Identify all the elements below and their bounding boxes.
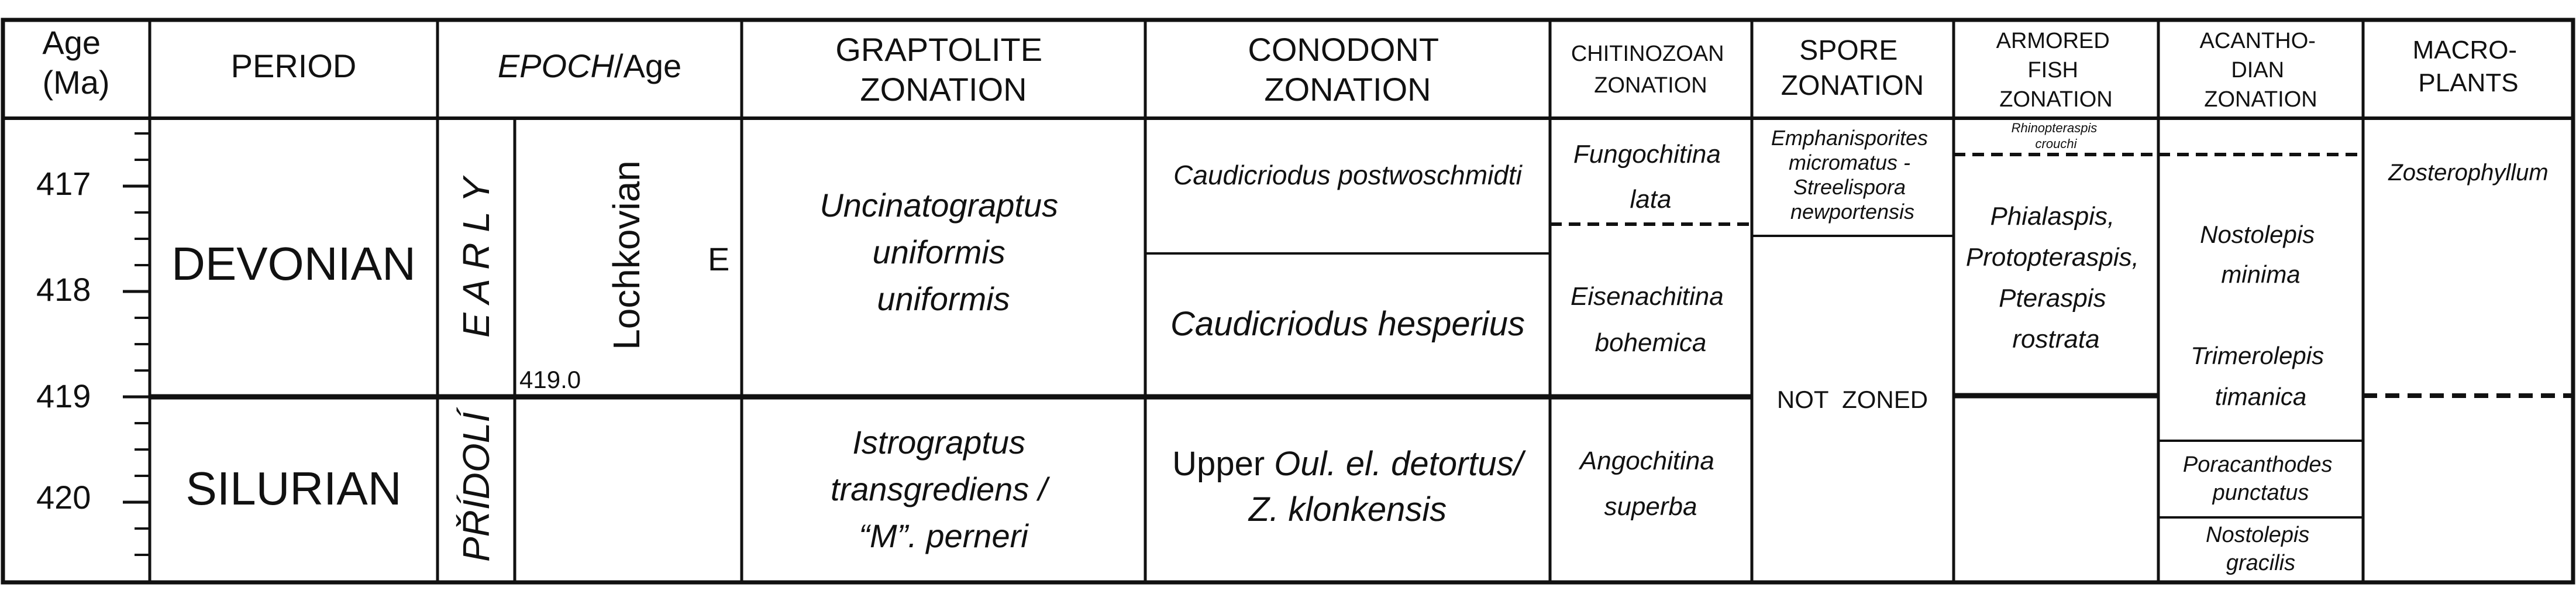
age-label-417: 417: [36, 165, 91, 202]
chitinozoan-zone-3: Angochitina superba: [1579, 447, 1714, 521]
header-conodont: CONODONT ZONATION: [1248, 31, 1439, 108]
age-ruler: [123, 133, 150, 555]
fish-zone-2: Phialaspis, Protopteraspis, Pteraspis rostrata: [1965, 202, 2139, 354]
period-devonian: DEVONIAN: [171, 238, 416, 290]
stage-lochkovian: Lochkovian: [605, 160, 648, 350]
header-epoch-age: EPOCH/Age: [497, 47, 682, 84]
acanthodian-zone-1: Nostolepis minima: [2200, 221, 2315, 288]
epoch-early: E A R L Y: [455, 177, 497, 338]
header-age: Age (Ma): [42, 24, 110, 101]
conodont-zone-3-line2: Z. klonkensis: [1248, 490, 1447, 529]
acanthodian-zone-2: Trimerolepis timanica: [2191, 342, 2324, 410]
header-spore: SPORE ZONATION: [1781, 35, 1924, 101]
conodont-zone-1: Caudicriodus postwoschmidti: [1173, 160, 1522, 190]
header-macroplants: MACRO- PLANTS: [2412, 36, 2519, 97]
age-label-420: 420: [36, 479, 91, 516]
age-label-419: 419: [36, 378, 91, 414]
spore-not-zoned: NOT ZONED: [1776, 386, 1928, 413]
header-graptolite: GRAPTOLITE ZONATION: [835, 31, 1043, 108]
chitinozoan-zone-1: Fungochitina lata: [1573, 140, 1721, 214]
header-acanthodian: ACANTHO- DIAN ZONATION: [2199, 29, 2317, 112]
header-armored-fish: ARMORED FISH ZONATION: [1996, 29, 2113, 112]
header-period: PERIOD: [230, 47, 357, 84]
graptolite-zone-upper: Uncinatograptus uniformis uniformis: [819, 187, 1059, 317]
chitinozoan-zone-2: Eisenachitina bohemica: [1571, 282, 1724, 357]
fish-zone-1: Rhinopteraspis crouchi: [2011, 121, 2098, 151]
acanthodian-zone-4: Nostolepis gracilis: [2206, 523, 2310, 575]
stage-boundary-age: 419.0: [519, 366, 581, 393]
acanthodian-zone-3: Poracanthodes punctatus: [2182, 452, 2333, 505]
conodont-zone-3: Upper Oul. el. detortus/: [1172, 445, 1523, 483]
epoch-pridoli: PŘÍDOLÍ: [455, 411, 497, 562]
conodont-zone-2: Caudicriodus hesperius: [1170, 305, 1525, 343]
graptolite-zone-lower: Istrograptus transgrediens / “M”. perneri: [831, 424, 1048, 554]
header-chitinozoan: CHITINOZOAN ZONATION: [1571, 42, 1724, 98]
spore-zone-1: Emphanisporites micromatus - Streelispora newportensis: [1771, 126, 1928, 224]
macroplants-zone-1: Zosterophyllum: [2388, 160, 2549, 186]
period-silurian: SILURIAN: [185, 462, 402, 514]
stage-sub-e: E: [708, 241, 730, 277]
age-label-418: 418: [36, 271, 91, 308]
